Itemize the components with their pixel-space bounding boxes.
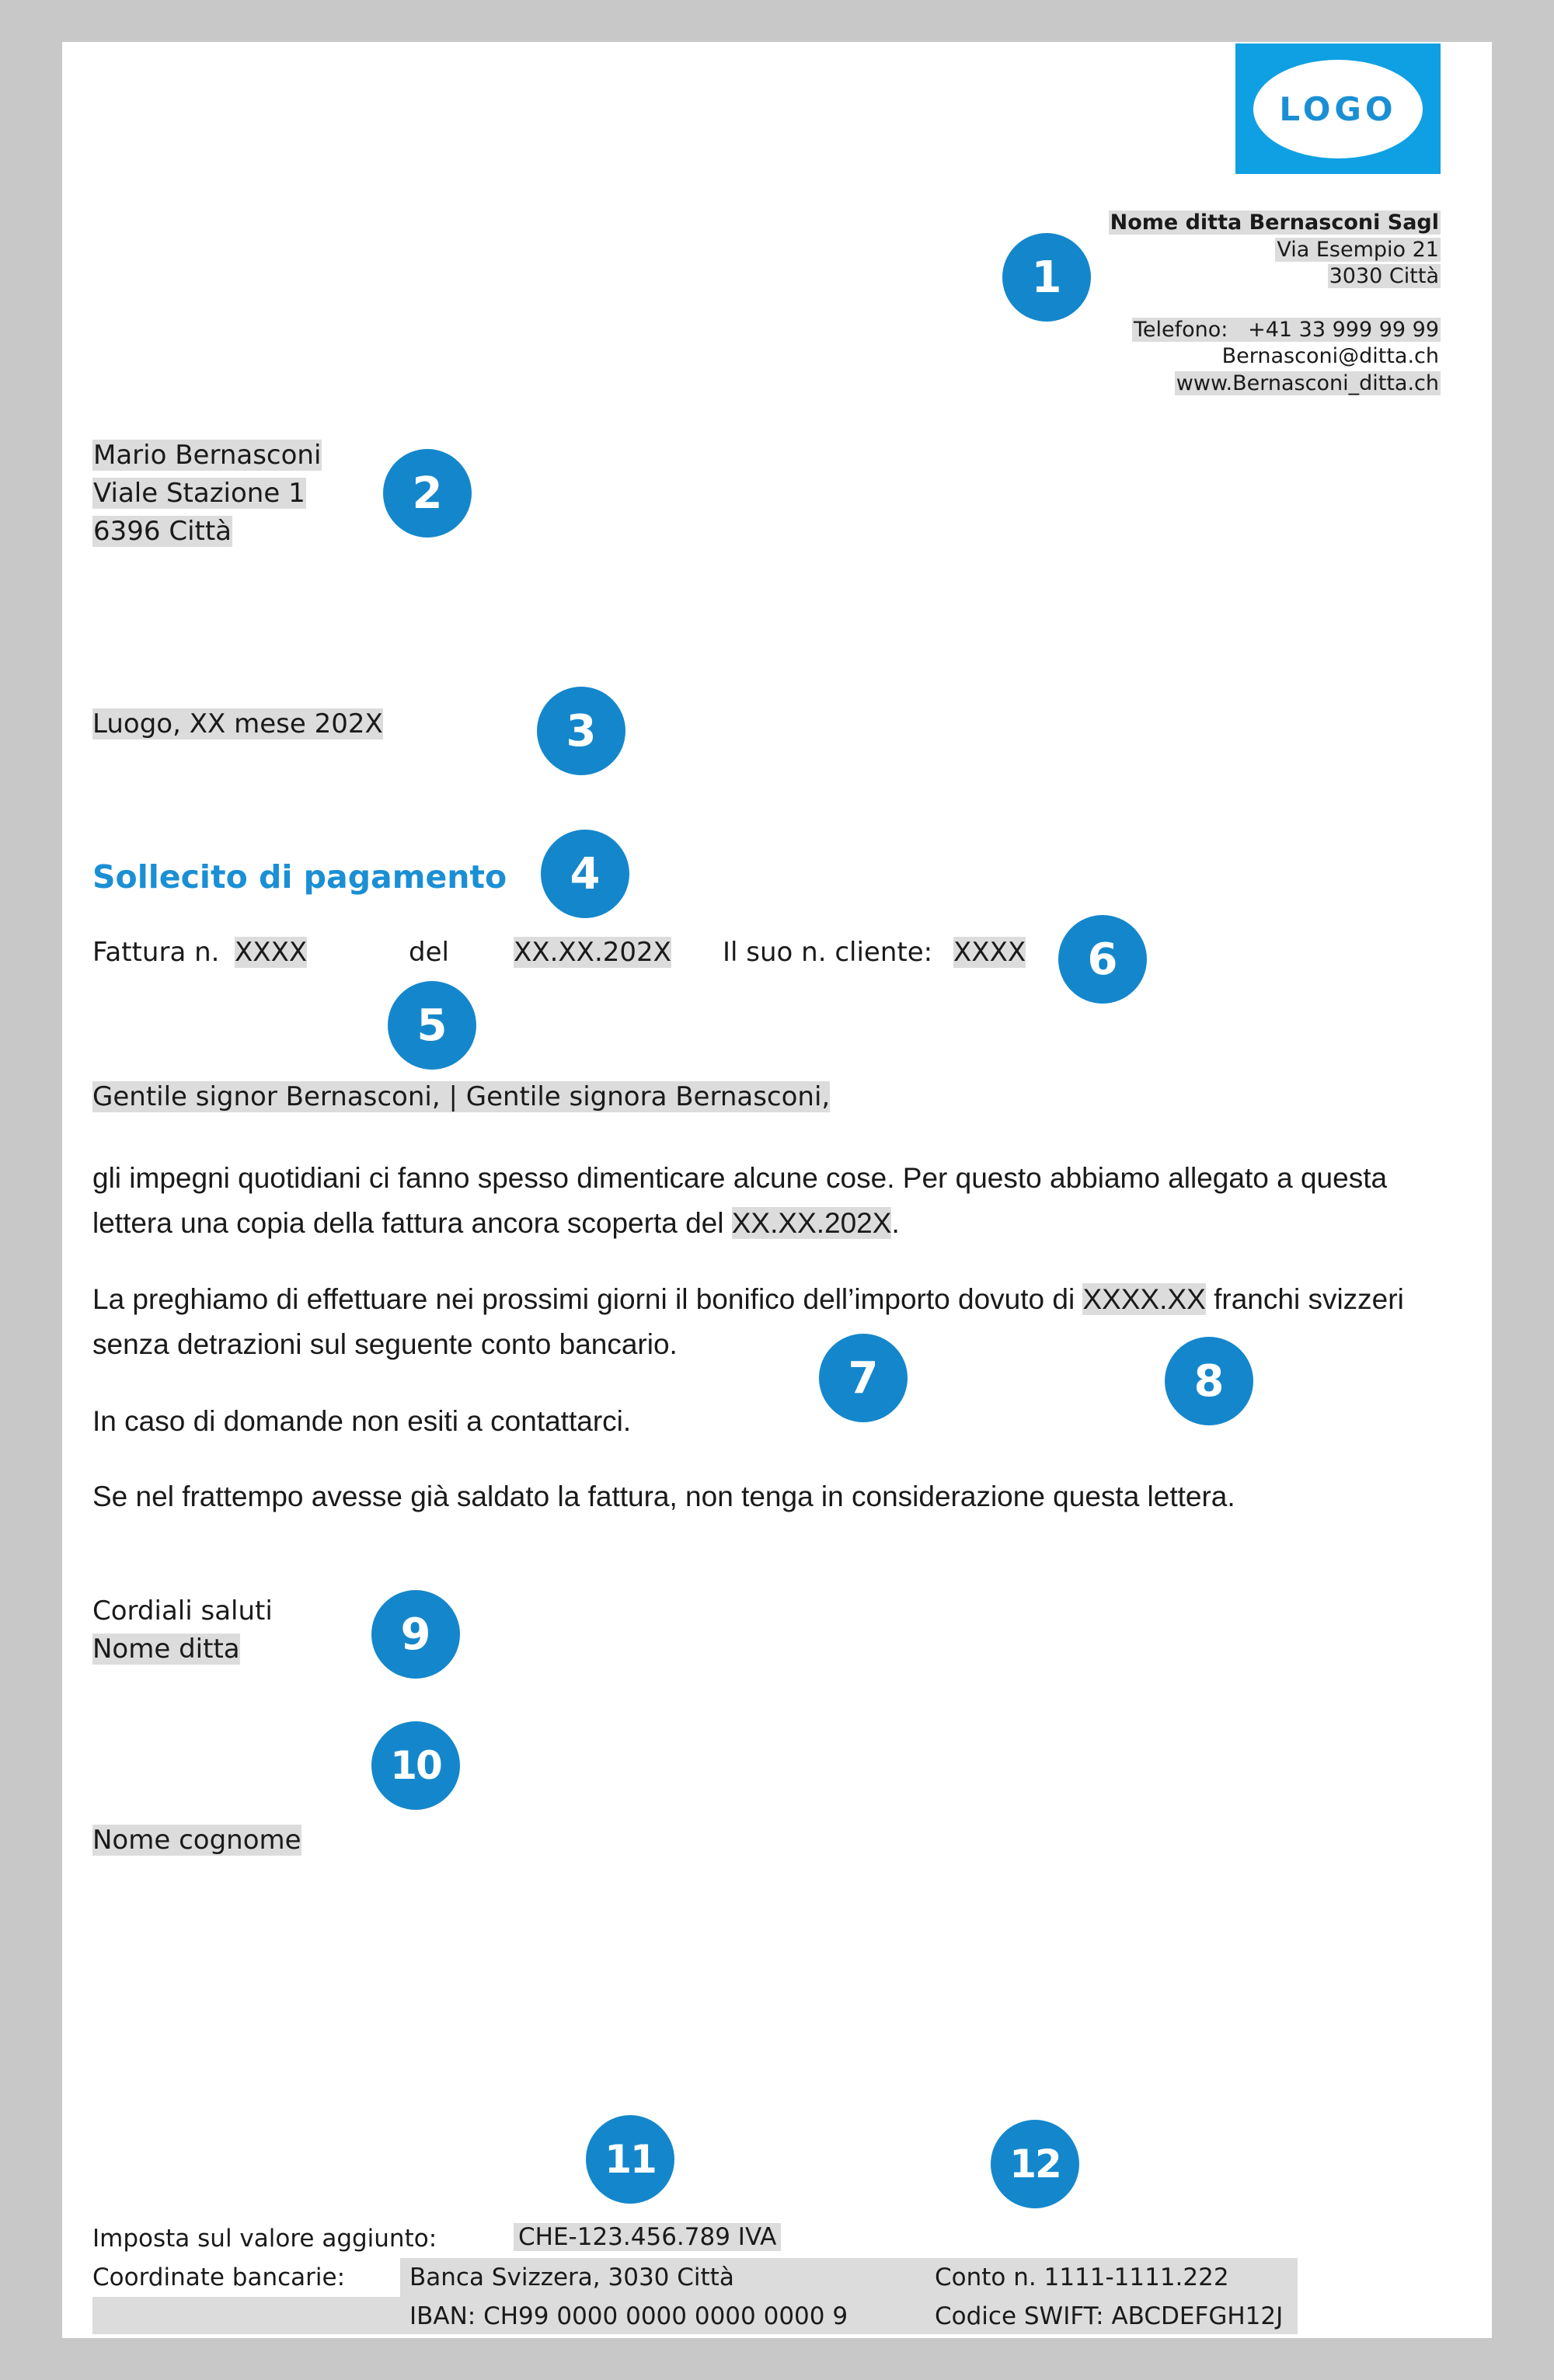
place-date: Luogo, XX mese 202X bbox=[92, 708, 383, 739]
bank-iban: IBAN: CH99 0000 0000 0000 0000 9 bbox=[409, 2302, 848, 2330]
invoice-label: Fattura n. bbox=[92, 937, 220, 968]
callout-badge-12: 12 bbox=[991, 2120, 1079, 2208]
client-number: XXXX bbox=[953, 937, 1026, 968]
greeting: Gentile signor Bernasconi, | Gentile signora Bernasconi, bbox=[92, 1081, 831, 1112]
sender-phone: Telefono: +41 33 999 99 99 bbox=[1133, 317, 1439, 342]
invoice-number: XXXX bbox=[235, 937, 308, 968]
sender-street: Via Esempio 21 bbox=[1277, 237, 1439, 262]
vat-number: CHE-123.456.789 IVA bbox=[514, 2223, 781, 2251]
recipient-name: Mario Bernasconi bbox=[93, 440, 322, 471]
sender-web: www.Bernasconi_ditta.ch bbox=[1176, 371, 1439, 395]
closing-salutation: Cordiali saluti bbox=[92, 1595, 273, 1627]
body-paragraph-4: Se nel frattempo avesse già saldato la fattura, non tenga in considerazione questa lettera. bbox=[92, 1481, 1235, 1512]
body-paragraph-2 bbox=[92, 1277, 1460, 1367]
letter-title: Sollecito di pagamento bbox=[92, 858, 507, 896]
paragraph-1-date: XX.XX.202X bbox=[731, 1207, 892, 1239]
recipient-street: Viale Stazione 1 bbox=[93, 478, 305, 509]
invoice-date-label: del bbox=[409, 937, 449, 968]
logo-text: LOGO bbox=[1279, 90, 1397, 128]
bank-label-highlight bbox=[92, 2297, 403, 2334]
callout-badge-11: 11 bbox=[586, 2115, 674, 2204]
paragraph-2-text-end: franchi svizzeri senza detrazioni sul seguente conto bancario. bbox=[92, 1283, 1404, 1360]
amount-due: XXXX.XX bbox=[1082, 1283, 1206, 1315]
callout-badge-10: 10 bbox=[371, 1721, 460, 1810]
paragraph-1-end: . bbox=[891, 1207, 900, 1239]
sender-company: Nome ditta Bernasconi Sagl bbox=[1110, 211, 1439, 235]
callout-badge-7: 7 bbox=[819, 1334, 908, 1422]
paragraph-1-text: gli impegni quotidiani ci fanno spesso dimenticare alcune cose. Per questo abbiamo allegato a questa lettera una copia della fattura ancora scoperta del bbox=[92, 1162, 1388, 1239]
paragraph-2-text: La preghiamo di effettuare nei prossimi giorni il bonifico dell’importo dovuto di bbox=[92, 1283, 1075, 1315]
sender-block bbox=[1109, 210, 1441, 397]
bank-name: Banca Svizzera, 3030 Città bbox=[409, 2263, 734, 2291]
callout-badge-8: 8 bbox=[1165, 1337, 1253, 1425]
sender-email: Bernasconi@ditta.ch bbox=[1221, 344, 1439, 368]
callout-badge-5: 5 bbox=[388, 981, 476, 1070]
callout-badge-1: 1 bbox=[1002, 233, 1091, 322]
callout-badge-3: 3 bbox=[537, 687, 625, 775]
bank-label: Coordinate bancarie: bbox=[92, 2263, 346, 2291]
callout-badge-6: 6 bbox=[1058, 915, 1147, 1004]
bank-swift: Codice SWIFT: ABCDEFGH12J bbox=[935, 2302, 1284, 2330]
recipient-address bbox=[92, 437, 322, 551]
callout-badge-4: 4 bbox=[541, 830, 629, 918]
callout-badge-9: 9 bbox=[371, 1590, 460, 1679]
client-number-label: Il suo n. cliente: bbox=[723, 937, 933, 968]
body-paragraph-1 bbox=[92, 1156, 1460, 1246]
callout-badge-2: 2 bbox=[383, 449, 472, 538]
body-paragraph-3: In caso di domande non esiti a contattarci. bbox=[92, 1405, 632, 1437]
closing-company: Nome ditta bbox=[92, 1634, 240, 1665]
bank-account: Conto n. 1111-1111.222 bbox=[935, 2263, 1229, 2291]
sender-city: 3030 Città bbox=[1329, 264, 1439, 288]
invoice-date: XX.XX.202X bbox=[514, 937, 671, 968]
logo bbox=[1253, 60, 1423, 158]
vat-label: Imposta sul valore aggiunto: bbox=[92, 2225, 437, 2253]
recipient-city: 6396 Città bbox=[93, 516, 232, 547]
closing-block bbox=[92, 1592, 273, 1668]
signature-name: Nome cognome bbox=[92, 1825, 301, 1856]
